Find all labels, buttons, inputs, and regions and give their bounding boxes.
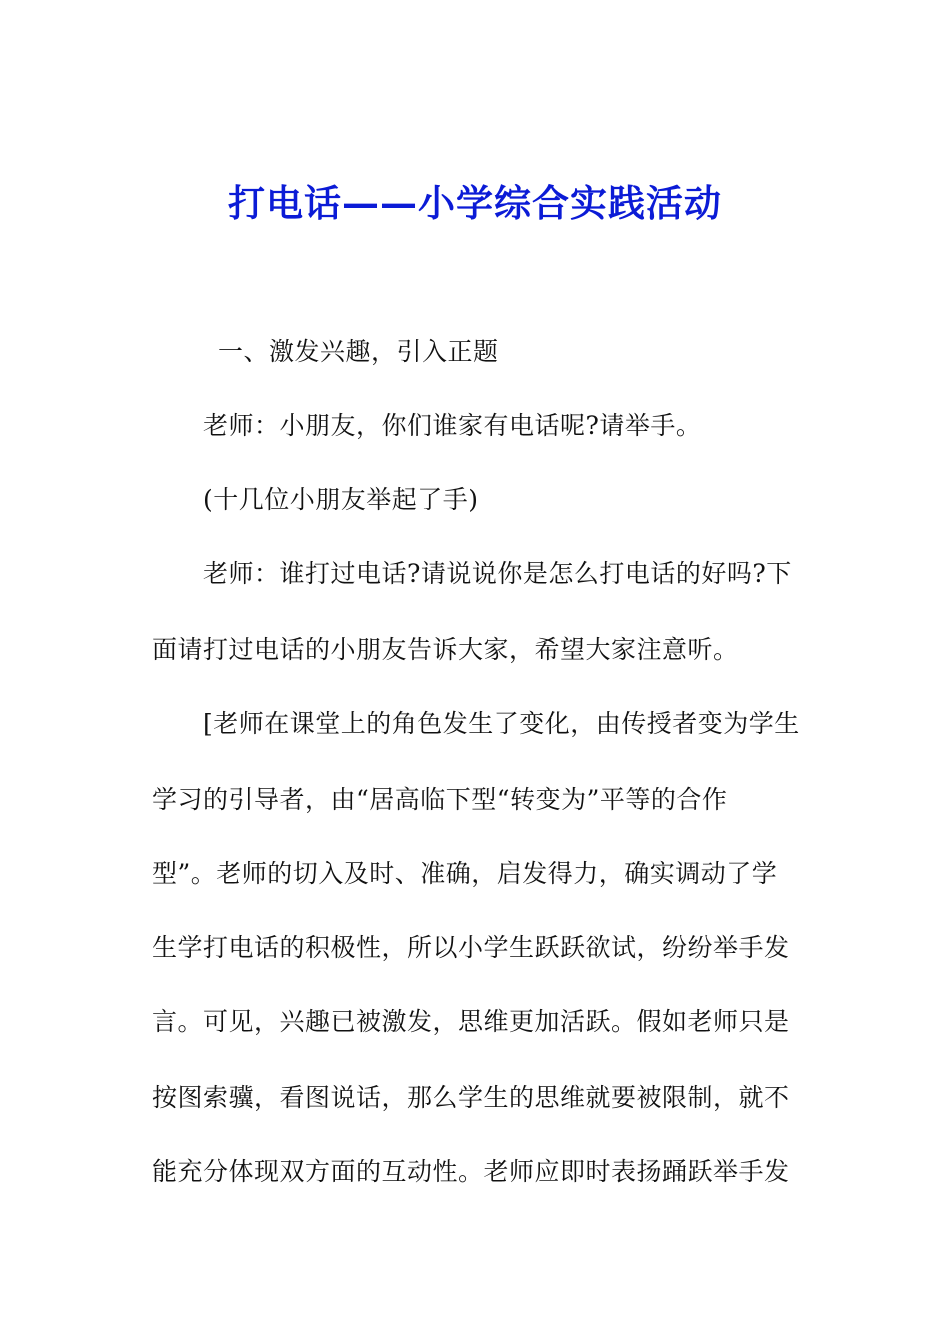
- section-heading: 一、激发兴趣，引入正题: [218, 337, 499, 366]
- paragraph-line: (十几位小朋友举起了手): [203, 485, 479, 514]
- paragraph-line: 型”。老师的切入及时、准确，启发得力，确实调动了学: [152, 859, 778, 888]
- paragraph-line: 老师：小朋友，你们谁家有电话呢?请举手。: [203, 411, 702, 440]
- paragraph-line: 言。可见，兴趣已被激发，思维更加活跃。假如老师只是: [152, 1007, 790, 1036]
- paragraph-line: 按图索骥，看图说话，那么学生的思维就要被限制，就不: [152, 1083, 790, 1112]
- paragraph-line: 学习的引导者，由“居高临下型“转变为”平等的合作: [152, 785, 728, 814]
- paragraph-line: 生学打电话的积极性，所以小学生跃跃欲试，纷纷举手发: [152, 933, 790, 962]
- paragraph-line: 面请打过电话的小朋友告诉大家，希望大家注意听。: [152, 635, 739, 664]
- paragraph-line: 老师：谁打过电话?请说说你是怎么打电话的好吗?下: [203, 559, 792, 588]
- paragraph-line: 能充分体现双方面的互动性。老师应即时表扬踊跃举手发: [152, 1157, 790, 1186]
- paragraph-line: [老师在课堂上的角色发生了变化，由传授者变为学生: [203, 709, 800, 738]
- document-title: 打电话——小学综合实践活动: [228, 181, 722, 225]
